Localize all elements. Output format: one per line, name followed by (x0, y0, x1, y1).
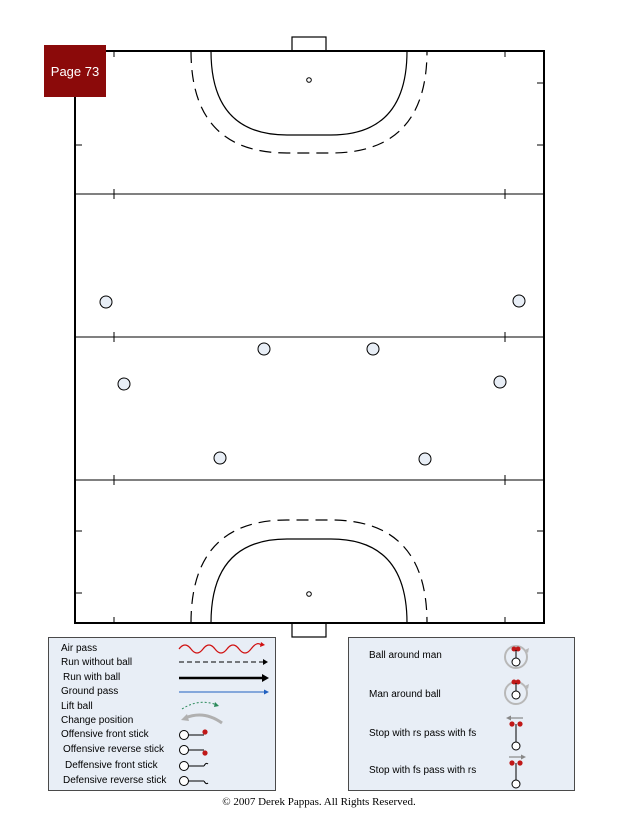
legend-label-run-without-ball: Run without ball (61, 657, 133, 668)
legend-left-panel (48, 637, 276, 791)
page-number-badge: Page 73 (44, 45, 106, 97)
bottom-penalty-spot (307, 592, 312, 597)
air-pass-icon (179, 642, 265, 653)
legend-label-lift-ball: Lift ball (61, 701, 93, 712)
bottom-shooting-circle (211, 539, 407, 623)
bottom-dashed-circle (191, 520, 427, 623)
legend-label-air-pass: Air pass (61, 643, 98, 654)
legend-label-offensive-front-stick: Offensive front stick (61, 729, 149, 740)
top-shooting-circle (211, 51, 407, 135)
man-around-ball-icon (505, 680, 529, 705)
player-markers (100, 295, 525, 465)
legend-left-symbols (49, 638, 277, 792)
stop-rs-pass-fs-icon (506, 716, 523, 751)
player-marker (214, 452, 226, 464)
legend-label-stop-fs-pass-rs: Stop with fs pass with rs (369, 765, 477, 776)
player-marker (494, 376, 506, 388)
legend-label-run-with-ball: Run with ball (63, 672, 121, 683)
dashed-arrow-icon (179, 659, 268, 665)
player-marker (258, 343, 270, 355)
top-goal (292, 37, 326, 51)
legend-right-panel (348, 637, 575, 791)
top-dashed-circle (191, 51, 427, 153)
legend-label-offensive-reverse-stick: Offensive reverse stick (63, 744, 164, 755)
player-marker (513, 295, 525, 307)
legend-right-symbols (349, 638, 576, 792)
offensive-front-stick-icon (180, 729, 208, 739)
stop-fs-pass-rs-icon (509, 755, 526, 789)
player-marker (367, 343, 379, 355)
legend-label-ball-around-man: Ball around man (369, 650, 442, 661)
legend-label-stop-rs-pass-fs: Stop with rs pass with fs (369, 728, 477, 739)
legend-label-defensive-reverse-stick: Defensive reverse stick (63, 775, 167, 786)
legend-label-defensive-front-stick: Deffensive front stick (65, 760, 158, 771)
green-dotted-arc-arrow-icon (182, 702, 219, 709)
defensive-front-stick-icon (180, 762, 209, 771)
ball-around-man-icon (505, 646, 529, 668)
offensive-reverse-stick-icon (180, 746, 208, 756)
copyright-notice: © 2007 Derek Pappas. All Rights Reserved. (222, 796, 416, 808)
player-marker (118, 378, 130, 390)
legend-label-change-position: Change position (61, 715, 134, 726)
bold-arrow-icon (179, 674, 269, 682)
blue-arrow-icon (179, 690, 269, 695)
bottom-goal (292, 623, 326, 637)
legend-label-ground-pass: Ground pass (61, 686, 119, 697)
legend-label-man-around-ball: Man around ball (369, 689, 441, 700)
defensive-reverse-stick-icon (180, 777, 209, 786)
top-penalty-spot (307, 78, 312, 83)
player-marker (419, 453, 431, 465)
player-marker (100, 296, 112, 308)
grey-curved-arrow-icon (181, 714, 222, 723)
